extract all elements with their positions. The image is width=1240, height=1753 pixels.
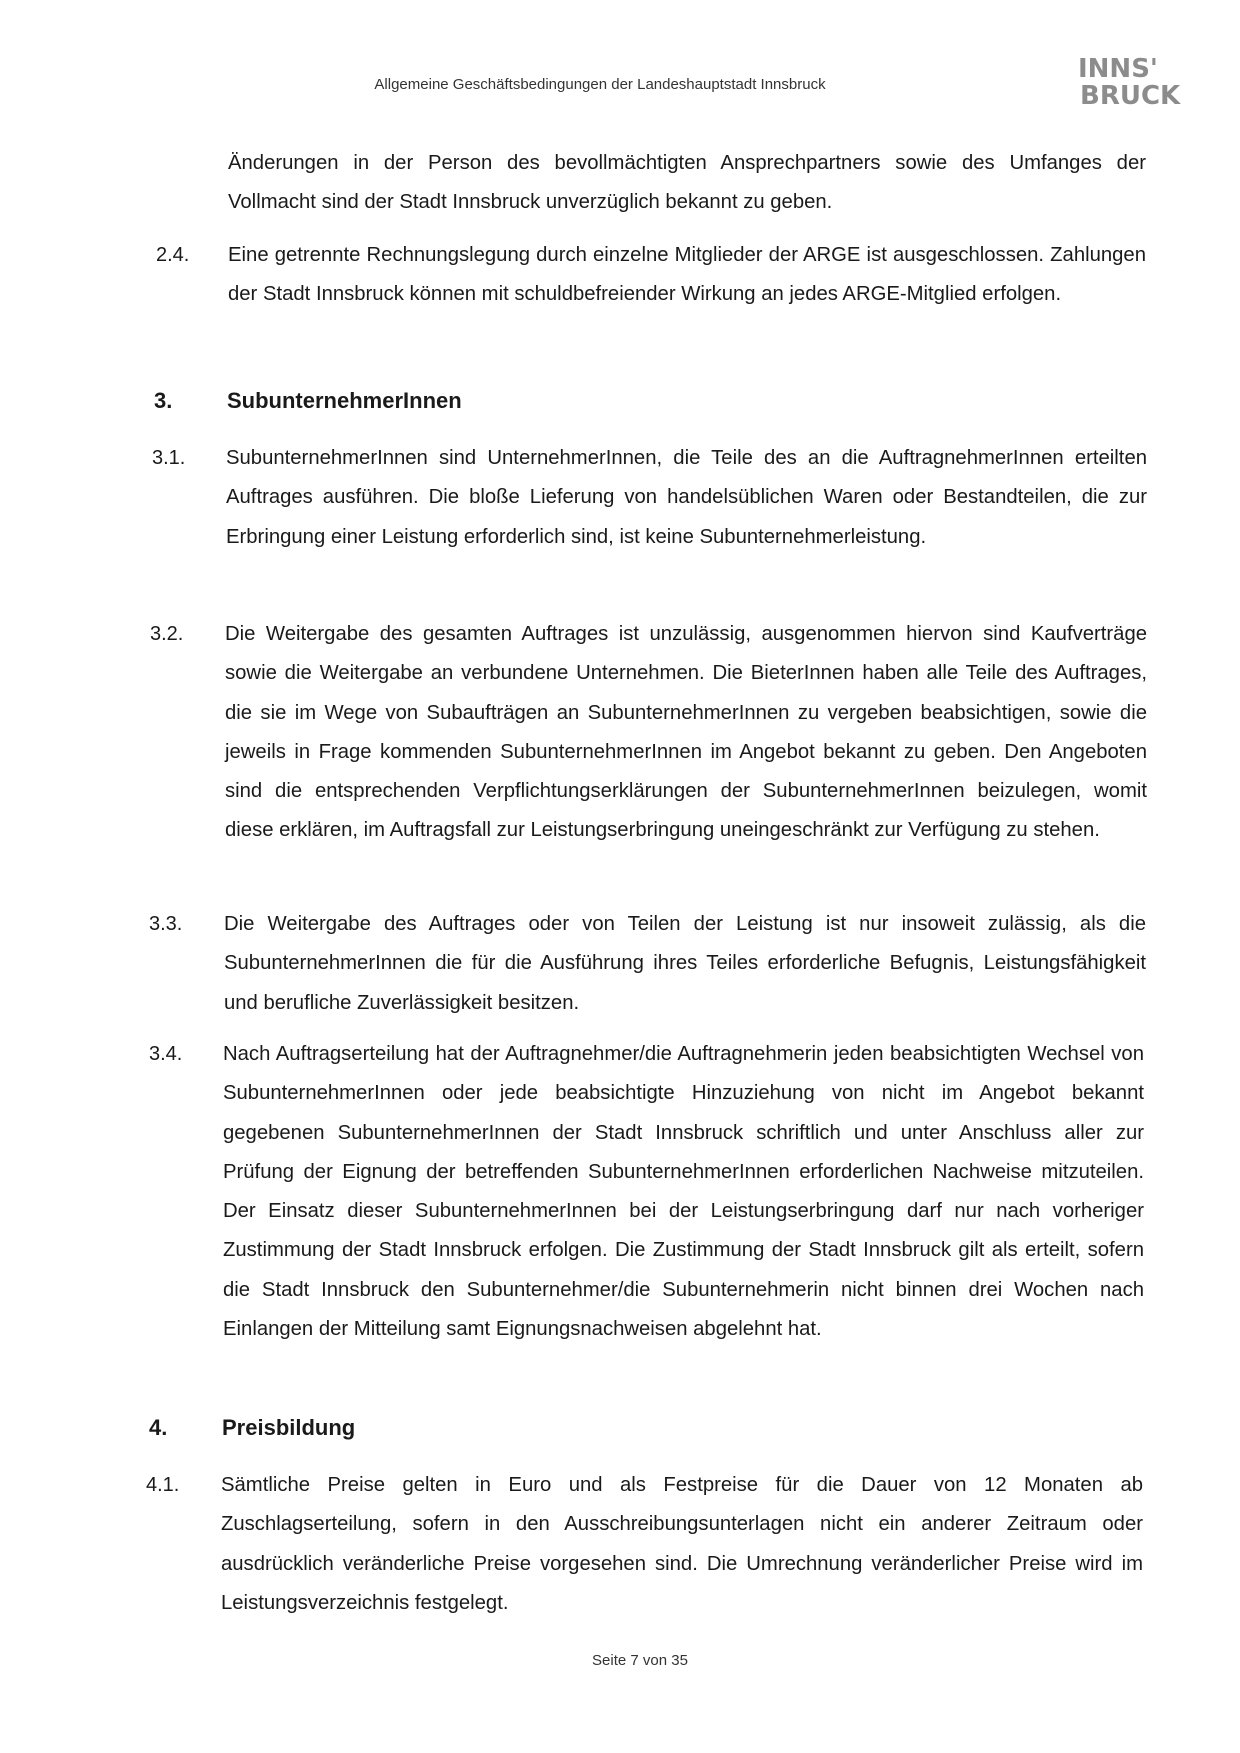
section-3-3-number: 3.3. (149, 913, 183, 935)
intro-paragraph: Änderungen in der Person des bevollmächtigten Ansprechpartners sowie des Umfanges der Vollmacht sind der Stadt Innsbruck unverzüglich bekannt zu geben. (228, 152, 1146, 214)
page-number: Seite 7 von 35 (592, 1652, 688, 1669)
header-title: Allgemeine Geschäftsbedingungen der Landeshauptstadt Innsbruck (374, 76, 826, 93)
logo-line-1: INNS' (1078, 54, 1158, 84)
section-4-1-number: 4.1. (146, 1474, 180, 1496)
logo-line-2: BRUCK (1080, 81, 1181, 111)
section-2-4-text: Eine getrennte Rechnungslegung durch einzelne Mitglieder der ARGE ist ausgeschlossen. Zahlungen der Stadt Innsbruck können mit schuldbefreiender Wirkung an jedes ARGE-Mitglied erfolgen. (228, 244, 1146, 306)
section-4-number: 4. (149, 1415, 168, 1440)
section-3-heading: SubunternehmerInnen (227, 388, 462, 413)
section-3-2-number: 3.2. (150, 623, 184, 645)
section-3-4-number: 3.4. (149, 1043, 183, 1065)
innsbruck-logo (1078, 54, 1181, 111)
section-3-2-text: Die Weitergabe des gesamten Auftrages ist unzulässig, ausgenommen hiervon sind Kaufverträge sowie die Weitergabe an verbundene Unternehmen. Die BieterInnen haben alle Teile des Auftrages, die sie im Wege von Subaufträgen an SubunternehmerInnen zu vergeben beabsichtigen, sowie die jeweils in Frage kommenden SubunternehmerInnen im Angebot bekannt zu geben. Den Angeboten sind die entsprechenden Verpflichtungserklärungen der SubunternehmerInnen beizulegen, womit diese erklären, im Auftragsfall zur Leistungserbringung uneingeschränkt zur Verfügung zu stehen. (225, 623, 1147, 842)
section-3-1-text: SubunternehmerInnen sind UnternehmerInnen, die Teile des an die AuftragnehmerInnen erteilten Auftrages ausführen. Die bloße Lieferung von handelsüblichen Waren oder Bestandteilen, die zur Erbringung einer Leistung erforderlich sind, ist keine Subunternehmerleistung. (226, 447, 1147, 548)
section-3-number: 3. (154, 388, 173, 413)
section-2-4-number: 2.4. (156, 244, 190, 266)
section-3-1-number: 3.1. (152, 447, 186, 469)
section-3-4-text: Nach Auftragserteilung hat der Auftragnehmer/die Auftragnehmerin jeden beabsichtigten Wechsel von SubunternehmerInnen oder jede beabsichtigte Hinzuziehung von nicht im Angebot bekannt gegebenen SubunternehmerInnen der Stadt Innsbruck schriftlich und unter Anschluss aller zur Prüfung der Eignung der betreffenden SubunternehmerInnen erforderlichen Nachweise mitzuteilen. Der Einsatz dieser SubunternehmerInnen bei der Leistungserbringung darf nur nach vorheriger Zustimmung der Stadt Innsbruck erfolgen. Die Zustimmung der Stadt Innsbruck gilt als erteilt, sofern die Stadt Innsbruck den Subunternehmer/die Subunternehmerin nicht binnen drei Wochen nach Einlangen der Mitteilung samt Eignungsnachweisen abgelehnt hat. (223, 1043, 1144, 1341)
section-3-3-text: Die Weitergabe des Auftrages oder von Teilen der Leistung ist nur insoweit zulässig, als die SubunternehmerInnen die für die Ausführung ihres Teiles erforderliche Befugnis, Leistungsfähigkeit und berufliche Zuverlässigkeit besitzen. (224, 913, 1146, 1014)
section-4-1-text: Sämtliche Preise gelten in Euro und als Festpreise für die Dauer von 12 Monaten ab Zuschlagserteilung, sofern in den Ausschreibungsunterlagen nicht ein anderer Zeitraum oder ausdrücklich veränderliche Preise vorgesehen sind. Die Umrechnung veränderlicher Preise wird im Leistungsverzeichnis festgelegt. (221, 1474, 1143, 1614)
section-4-heading: Preisbildung (222, 1415, 356, 1440)
